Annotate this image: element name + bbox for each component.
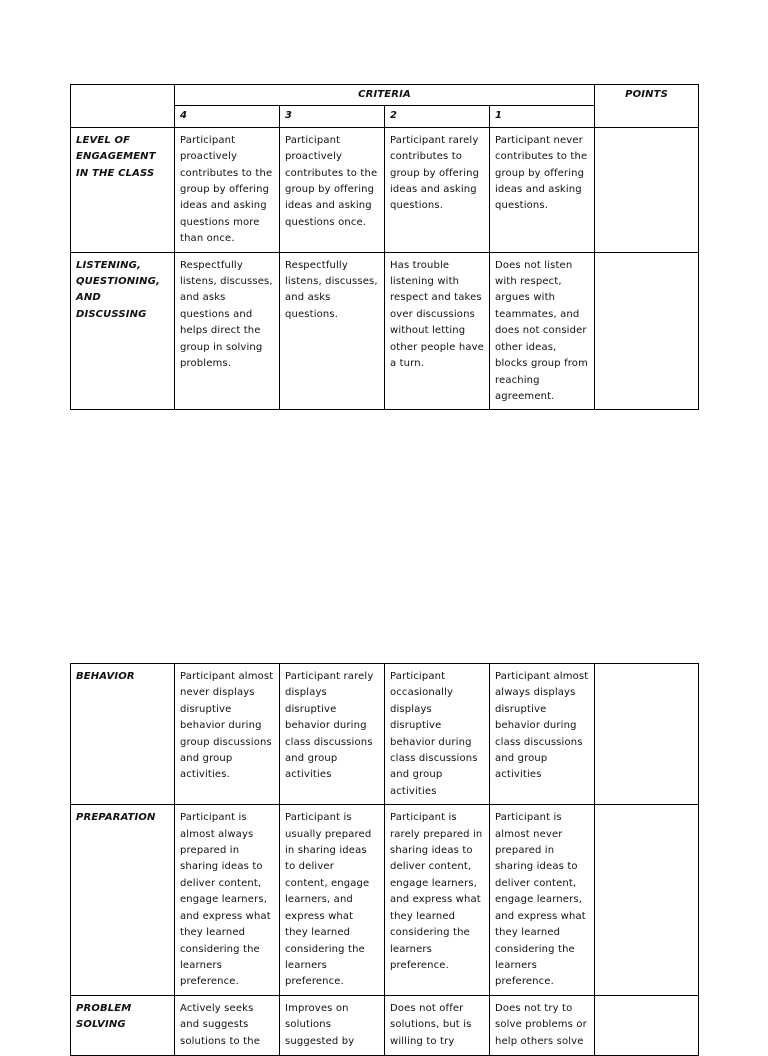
descriptor-cell: Actively seeks and suggests solutions to the <box>175 995 280 1055</box>
criterion-label: BEHAVIOR <box>71 664 175 805</box>
descriptor-cell: Participant proactively contributes to the group by offering ideas and asking questions once. <box>280 127 385 252</box>
header-corner-cell <box>71 85 175 128</box>
descriptor-cell: Does not listen with respect, argues with teammates, and does not consider other ideas, blocks group from reaching agreement. <box>490 252 595 410</box>
descriptor-cell: Participant is usually prepared in sharing ideas to deliver content, engage learners, and express what they learned considering the learners preference. <box>280 805 385 995</box>
rubric-table-bottom <box>70 663 699 1056</box>
points-header: POINTS <box>595 85 699 128</box>
criterion-label: PREPARATION <box>71 805 175 995</box>
descriptor-cell: Participant is almost always prepared in sharing ideas to deliver content, engage learners, and express what they learned considering the learners preference. <box>175 805 280 995</box>
header-row <box>71 85 699 106</box>
rubric-row-behavior <box>71 664 699 805</box>
criterion-label: LEVEL OF ENGAGEMENT IN THE CLASS <box>71 127 175 252</box>
criterion-label: PROBLEM SOLVING <box>71 995 175 1055</box>
score-header-1: 1 <box>490 106 595 127</box>
descriptor-cell: Participant is almost never prepared in sharing ideas to deliver content, engage learners, and express what they learned considering the learners preference. <box>490 805 595 995</box>
descriptor-cell: Respectfully listens, discusses, and asks questions. <box>280 252 385 410</box>
points-cell <box>595 805 699 995</box>
criteria-header: CRITERIA <box>175 85 595 106</box>
rubric-row-problem-solving <box>71 995 699 1055</box>
descriptor-cell: Participant almost always displays disruptive behavior during class discussions and group activities <box>490 664 595 805</box>
points-cell <box>595 127 699 252</box>
descriptor-cell: Does not try to solve problems or help others solve <box>490 995 595 1055</box>
descriptor-cell: Does not offer solutions, but is willing to try <box>385 995 490 1055</box>
rubric-row-listening <box>71 252 699 410</box>
descriptor-cell: Participant proactively contributes to the group by offering ideas and asking questions more than once. <box>175 127 280 252</box>
points-cell <box>595 252 699 410</box>
criterion-label: LISTENING, QUESTIONING, AND DISCUSSING <box>71 252 175 410</box>
score-header-3: 3 <box>280 106 385 127</box>
descriptor-cell: Participant is rarely prepared in sharing ideas to deliver content, engage learners, and express what they learned considering the learners preference. <box>385 805 490 995</box>
descriptor-cell: Improves on solutions suggested by <box>280 995 385 1055</box>
score-header-4: 4 <box>175 106 280 127</box>
descriptor-cell: Participant almost never displays disruptive behavior during group discussions and group activities. <box>175 664 280 805</box>
descriptor-cell: Participant rarely displays disruptive behavior during class discussions and group activities <box>280 664 385 805</box>
descriptor-cell: Has trouble listening with respect and takes over discussions without letting other people have a turn. <box>385 252 490 410</box>
rubric-row-preparation <box>71 805 699 995</box>
descriptor-cell: Participant occasionally displays disruptive behavior during class discussions and group activities <box>385 664 490 805</box>
descriptor-cell: Participant never contributes to the group by offering ideas and asking questions. <box>490 127 595 252</box>
descriptor-cell: Respectfully listens, discusses, and asks questions and helps direct the group in solving problems. <box>175 252 280 410</box>
points-cell <box>595 664 699 805</box>
rubric-table-top <box>70 84 699 410</box>
rubric-row-engagement <box>71 127 699 252</box>
points-cell <box>595 995 699 1055</box>
score-header-2: 2 <box>385 106 490 127</box>
descriptor-cell: Participant rarely contributes to group by offering ideas and asking questions. <box>385 127 490 252</box>
